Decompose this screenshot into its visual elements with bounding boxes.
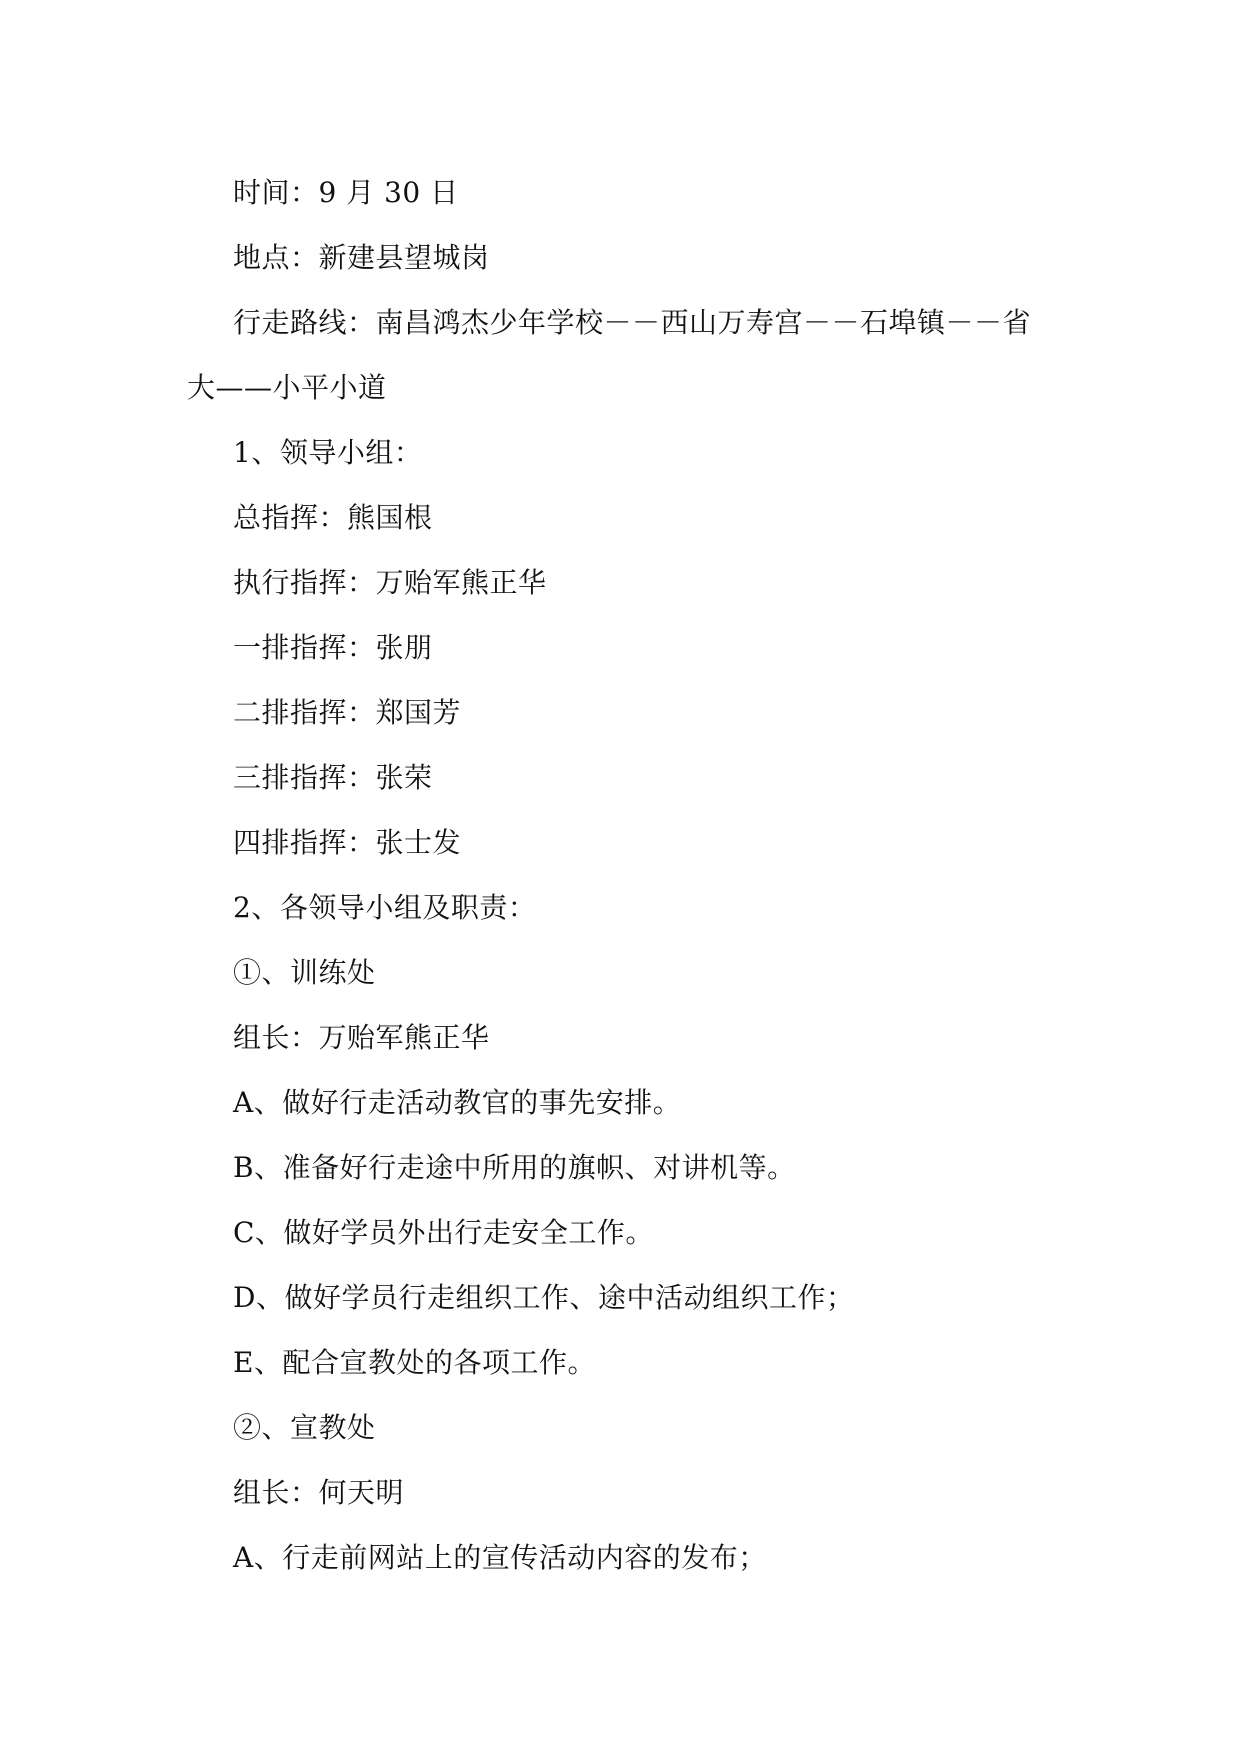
time-line: 时间：9 月 30 日: [233, 176, 459, 209]
section-heading-leadership: 1、领导小组：: [233, 436, 423, 469]
training-duty-e: E、配合宣教处的各项工作。: [233, 1346, 596, 1379]
subsection-heading-training: ①、训练处: [233, 956, 376, 989]
publicity-duty-a: A、行走前网站上的宣传活动内容的发布；: [233, 1541, 767, 1574]
route-line: 行走路线：南昌鸿杰少年学校－－西山万寿宫－－石埠镇－－省: [233, 306, 1032, 339]
executive-commander-line: 执行指挥：万贻军熊正华: [233, 566, 547, 599]
training-leader-line: 组长：万贻军熊正华: [233, 1021, 490, 1054]
training-duty-d: D、做好学员行走组织工作、途中活动组织工作；: [233, 1281, 855, 1314]
location-line: 地点：新建县望城岗: [233, 241, 490, 274]
training-duty-b: B、准备好行走途中所用的旗帜、对讲机等。: [233, 1151, 796, 1184]
platoon-3-commander-line: 三排指挥：张荣: [233, 761, 433, 794]
platoon-2-commander-line: 二排指挥：郑国芳: [233, 696, 462, 729]
section-heading-duties: 2、各领导小组及职责：: [233, 891, 537, 924]
platoon-1-commander-line: 一排指挥：张朋: [233, 631, 433, 664]
platoon-4-commander-line: 四排指挥：张士发: [233, 826, 462, 859]
commander-line: 总指挥：熊国根: [233, 501, 433, 534]
subsection-heading-publicity: ②、宣教处: [233, 1411, 376, 1444]
publicity-leader-line: 组长：何天明: [233, 1476, 405, 1509]
training-duty-c: C、做好学员外出行走安全工作。: [233, 1216, 654, 1249]
route-line-continued: 大——小平小道: [187, 371, 387, 404]
training-duty-a: A、做好行走活动教官的事先安排。: [233, 1086, 682, 1119]
document-body: [187, 160, 1067, 1590]
